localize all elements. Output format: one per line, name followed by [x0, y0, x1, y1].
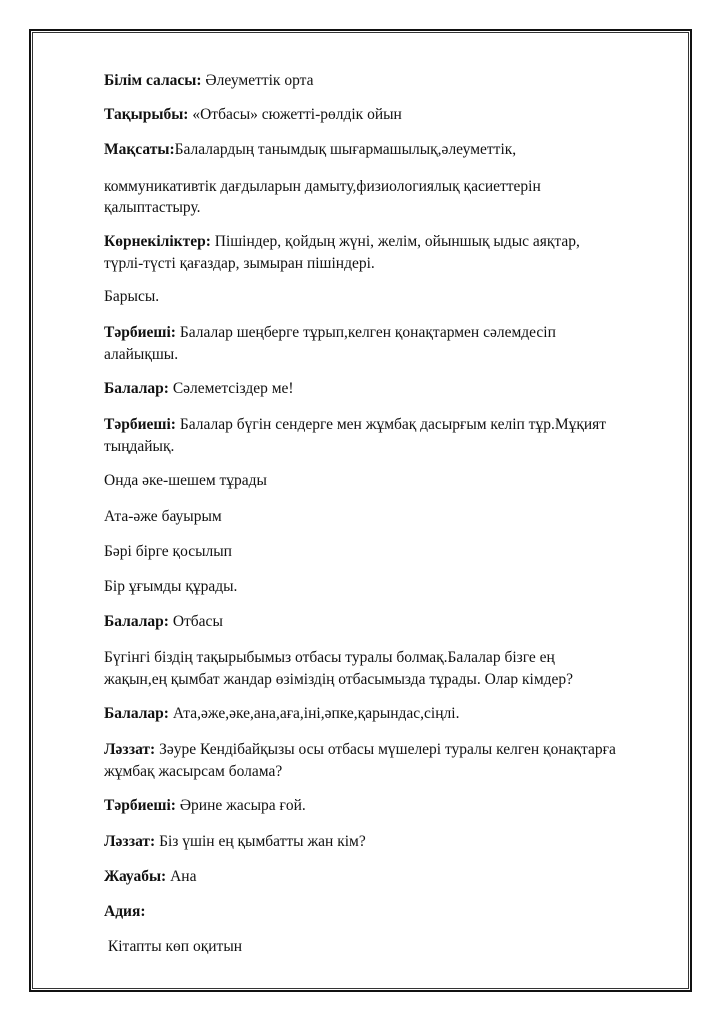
line-tarbieshi-2-cont: тыңдайық.: [104, 438, 175, 455]
line-riddle-3: Бәрі бірге қосылып: [104, 543, 232, 560]
line-maksaty: Мақсаты:Балалардың танымдық шығармашылық,әлеуметтік,: [104, 141, 517, 158]
line-riddle-2: Ата-әже бауырым: [104, 508, 222, 525]
line-bugingi-cont: жақын,ең қымбат жандар өзіміздің отбасымызда тұрады. Олар кімдер?: [104, 671, 574, 688]
line-balalar-3: Балалар: Ата,әже,әке,ана,аға,іні,әпке,қарындас,сіңлі.: [104, 705, 460, 722]
line-tarbieshi-3: Тәрбиеші: Әрине жасыра ғой.: [104, 797, 306, 814]
line-riddle-1: Онда әке-шешем тұрады: [104, 472, 267, 489]
line-lazzat-2: Ләззат: Біз үшін ең қымбатты жан кім?: [104, 833, 366, 850]
line-kornekilikter: Көрнекіліктер: Пішіндер, қойдың жүні, желім, ойыншық ыдыс аяқтар,: [104, 233, 580, 250]
line-lazzat-1: Ләззат: Зәуре Кендібайқызы осы отбасы мүшелері туралы келген қонақтарға: [104, 741, 616, 758]
line-maksaty-cont-1: коммуникативтік дағдыларын дамыту,физиологиялық қасиеттерін: [104, 178, 541, 195]
line-balalar-2: Балалар: Отбасы: [104, 613, 223, 630]
line-tarbieshi-1: Тәрбиеші: Балалар шеңберге тұрып,келген қонақтармен сәлемдесіп: [104, 324, 556, 341]
line-riddle-4: Бір ұғымды құрады.: [104, 578, 238, 595]
line-bilim-salasy: Білім саласы: Әлеуметтік орта: [104, 72, 314, 89]
line-kitapty: Кітапты көп оқитын: [104, 938, 243, 955]
line-bugingi: Бүгінгі біздің тақырыбымыз отбасы туралы болмақ.Балалар бізге ең: [104, 649, 555, 666]
line-zhauaby: Жауабы: Ана: [104, 868, 197, 885]
line-tarbieshi-2: Тәрбиеші: Балалар бүгін сендерге мен жұмбақ дасырғым келіп тұр.Мұқият: [104, 416, 607, 433]
line-balalar-1: Балалар: Сәлеметсіздер ме!: [104, 380, 294, 397]
line-takyryby: Тақырыбы: «Отбасы» сюжетті-рөлдік ойын: [104, 106, 402, 123]
line-lazzat-1-cont: жұмбақ жасырсам болама?: [104, 763, 283, 780]
line-tarbieshi-1-cont: алайықшы.: [104, 346, 179, 363]
line-kornekilikter-cont: түрлі-түсті қағаздар, зымыран пішіндері.: [104, 255, 375, 272]
line-maksaty-cont-2: қалыптастыру.: [104, 199, 201, 216]
line-barysy: Барысы.: [104, 288, 160, 305]
line-adiya: Адия:: [104, 903, 146, 920]
